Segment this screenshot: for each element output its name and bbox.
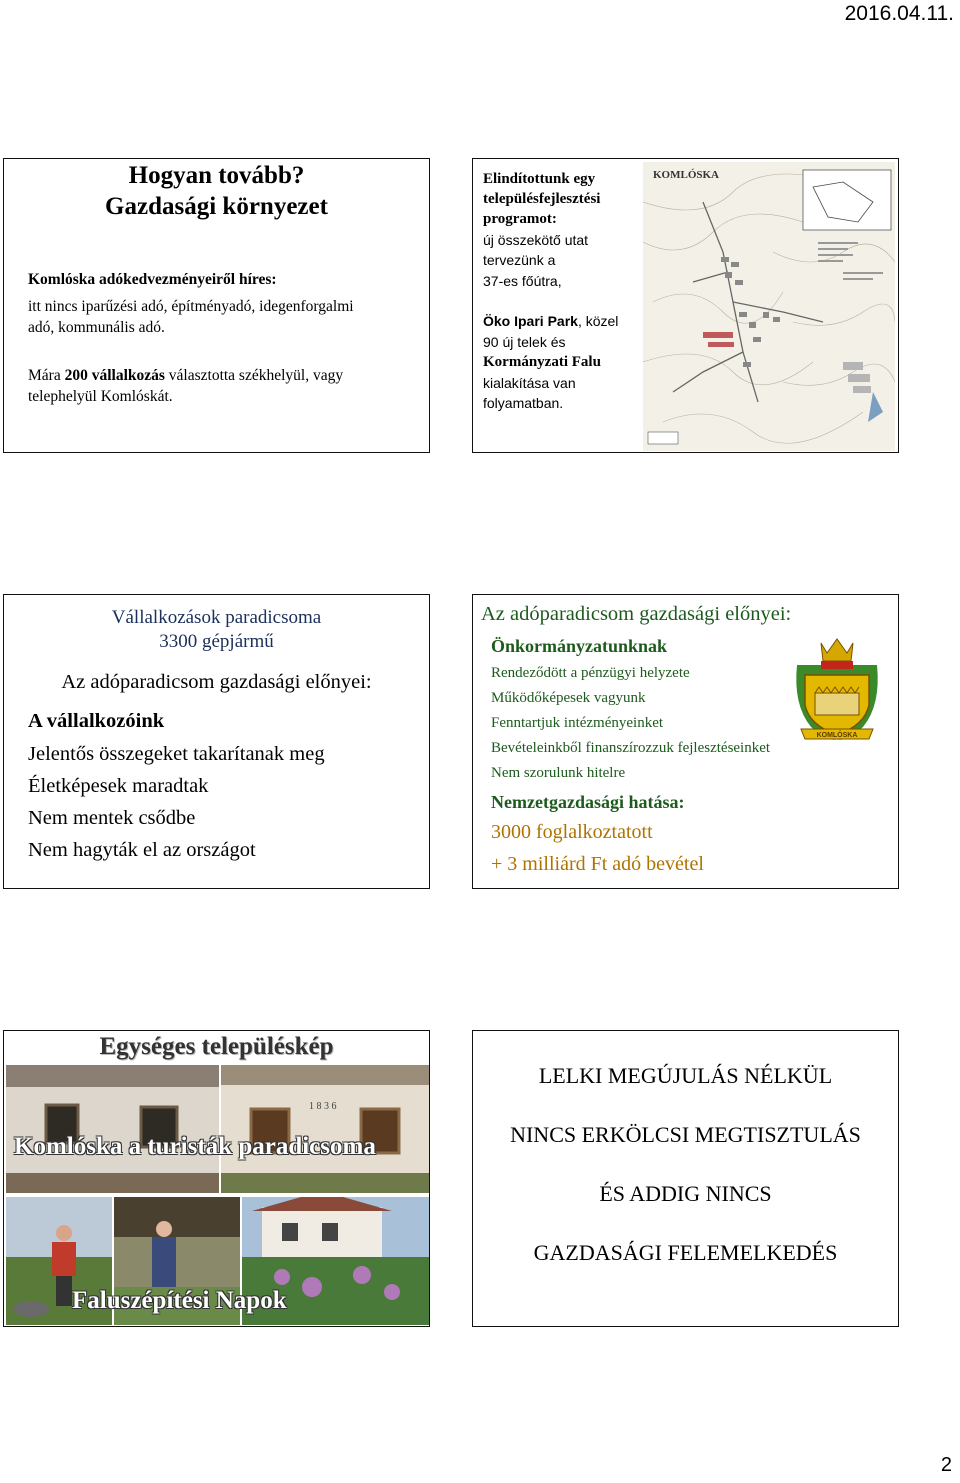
para2-bold: vállalkozás: [91, 367, 165, 384]
text-line: új összekötő utat: [483, 232, 589, 248]
crest-label: KOMLÓSKA: [816, 732, 858, 739]
slide-spiritual-renewal: [472, 1030, 899, 1327]
list-item: Nem mentek csődbe: [28, 807, 196, 829]
text-line: folyamatban.: [483, 395, 564, 411]
slide-heading: A vállalkozóink: [28, 710, 165, 732]
statement-line: NINCS ERKÖLCSI MEGTISZTULÁS: [510, 1122, 861, 1147]
text-line: 90 új telek és: [483, 334, 566, 350]
slide-townscape: [3, 1030, 430, 1327]
coat-of-arms-icon: [791, 635, 883, 747]
slide-subtitle: Az adóparadicsom gazdasági előnyei:: [61, 671, 372, 693]
settlement-map-image: [643, 162, 895, 451]
slide-heading: Nemzetgazdasági hatása:: [491, 792, 685, 812]
list-item: Életképesek maradtak: [28, 775, 209, 797]
slide-text-line2: adó, kommunális adó.: [28, 319, 165, 336]
slide-text-line1: itt nincs iparűzési adó, építményadó, idegenforgalmi: [28, 298, 354, 315]
map-drawing: [643, 162, 895, 451]
text-line: [483, 311, 618, 332]
slide-para2: [28, 365, 343, 386]
slide-heading: Komlóska adókedvezményeiről híres:: [28, 271, 277, 288]
statement-line: LELKI MEGÚJULÁS NÉLKÜL: [538, 1063, 833, 1088]
slide-tax-paradise-benefits: [472, 594, 899, 889]
eco-park-label: Öko Ipari Park: [483, 313, 578, 329]
page-number: 2: [940, 1454, 952, 1476]
text-line: Kormányzati Falu: [483, 354, 601, 370]
print-date: 2016.04.11.: [844, 2, 954, 25]
list-item: Fenntartjuk intézményeinket: [491, 715, 664, 731]
statement-line: GAZDASÁGI FELEMELKEDÉS: [533, 1240, 838, 1265]
text-line: 37-es főútra,: [483, 273, 562, 289]
list-item: Bevételeinkből finanszírozzuk fejlesztéseinket: [491, 740, 771, 756]
stat-tax-revenue: + 3 milliárd Ft adó bevétel: [491, 853, 704, 875]
list-item: Rendeződött a pénzügyi helyzete: [491, 665, 690, 681]
text-line: településfejlesztési: [483, 191, 601, 207]
list-item: Nem szorulunk hitelre: [491, 765, 626, 781]
para2-prefix: Mára: [28, 367, 61, 384]
slide-heading: Önkormányzatunknak: [491, 636, 668, 656]
text-line: tervezünk a: [483, 252, 556, 268]
house-photo-2: [221, 1065, 430, 1193]
slide-title: Egységes településkép: [99, 1033, 334, 1060]
text-line: programot:: [483, 211, 557, 227]
slide-economic-environment: [3, 158, 430, 453]
para2-suffix: választotta székhelyül, vagy: [168, 367, 344, 384]
year-inscription: 1 8 3 6: [309, 1101, 337, 1112]
text-line: kialakítása van: [483, 375, 576, 391]
statement-line: ÉS ADDIG NINCS: [599, 1181, 772, 1206]
house-photo-1: [6, 1065, 219, 1193]
overlay-caption-tourists: Komlóska a turisták paradicsoma: [14, 1133, 376, 1160]
list-item: Nem hagyták el az országot: [28, 839, 256, 861]
slide-title-line1: Hogyan tovább?: [128, 162, 305, 189]
slide-title-line2: Gazdasági környezet: [105, 193, 328, 220]
list-item: Működőképesek vagyunk: [491, 690, 646, 706]
stat-jobs: 3000 foglalkoztatott: [491, 821, 653, 843]
list-item: Jelentős összegeket takarítanak meg: [28, 743, 325, 765]
slide-title: Az adóparadicsom gazdasági előnyei:: [481, 603, 792, 625]
map-title: KOMLÓSKA: [653, 169, 720, 181]
slide-para2-line2: telephelyül Komlóskát.: [28, 388, 173, 405]
slide-title-line1: Vállalkozások paradicsoma: [111, 607, 322, 628]
slide-development-program: [472, 158, 899, 453]
eco-park-rest: , közel: [577, 313, 619, 329]
slide-title-line2: 3300 gépjármű: [159, 631, 274, 652]
text-line: Elindítottunk egy: [483, 171, 596, 187]
para2-number: 200: [64, 367, 88, 384]
overlay-caption-village-days: Faluszépítési Napok: [72, 1287, 287, 1314]
slide-business-paradise: [3, 594, 430, 889]
